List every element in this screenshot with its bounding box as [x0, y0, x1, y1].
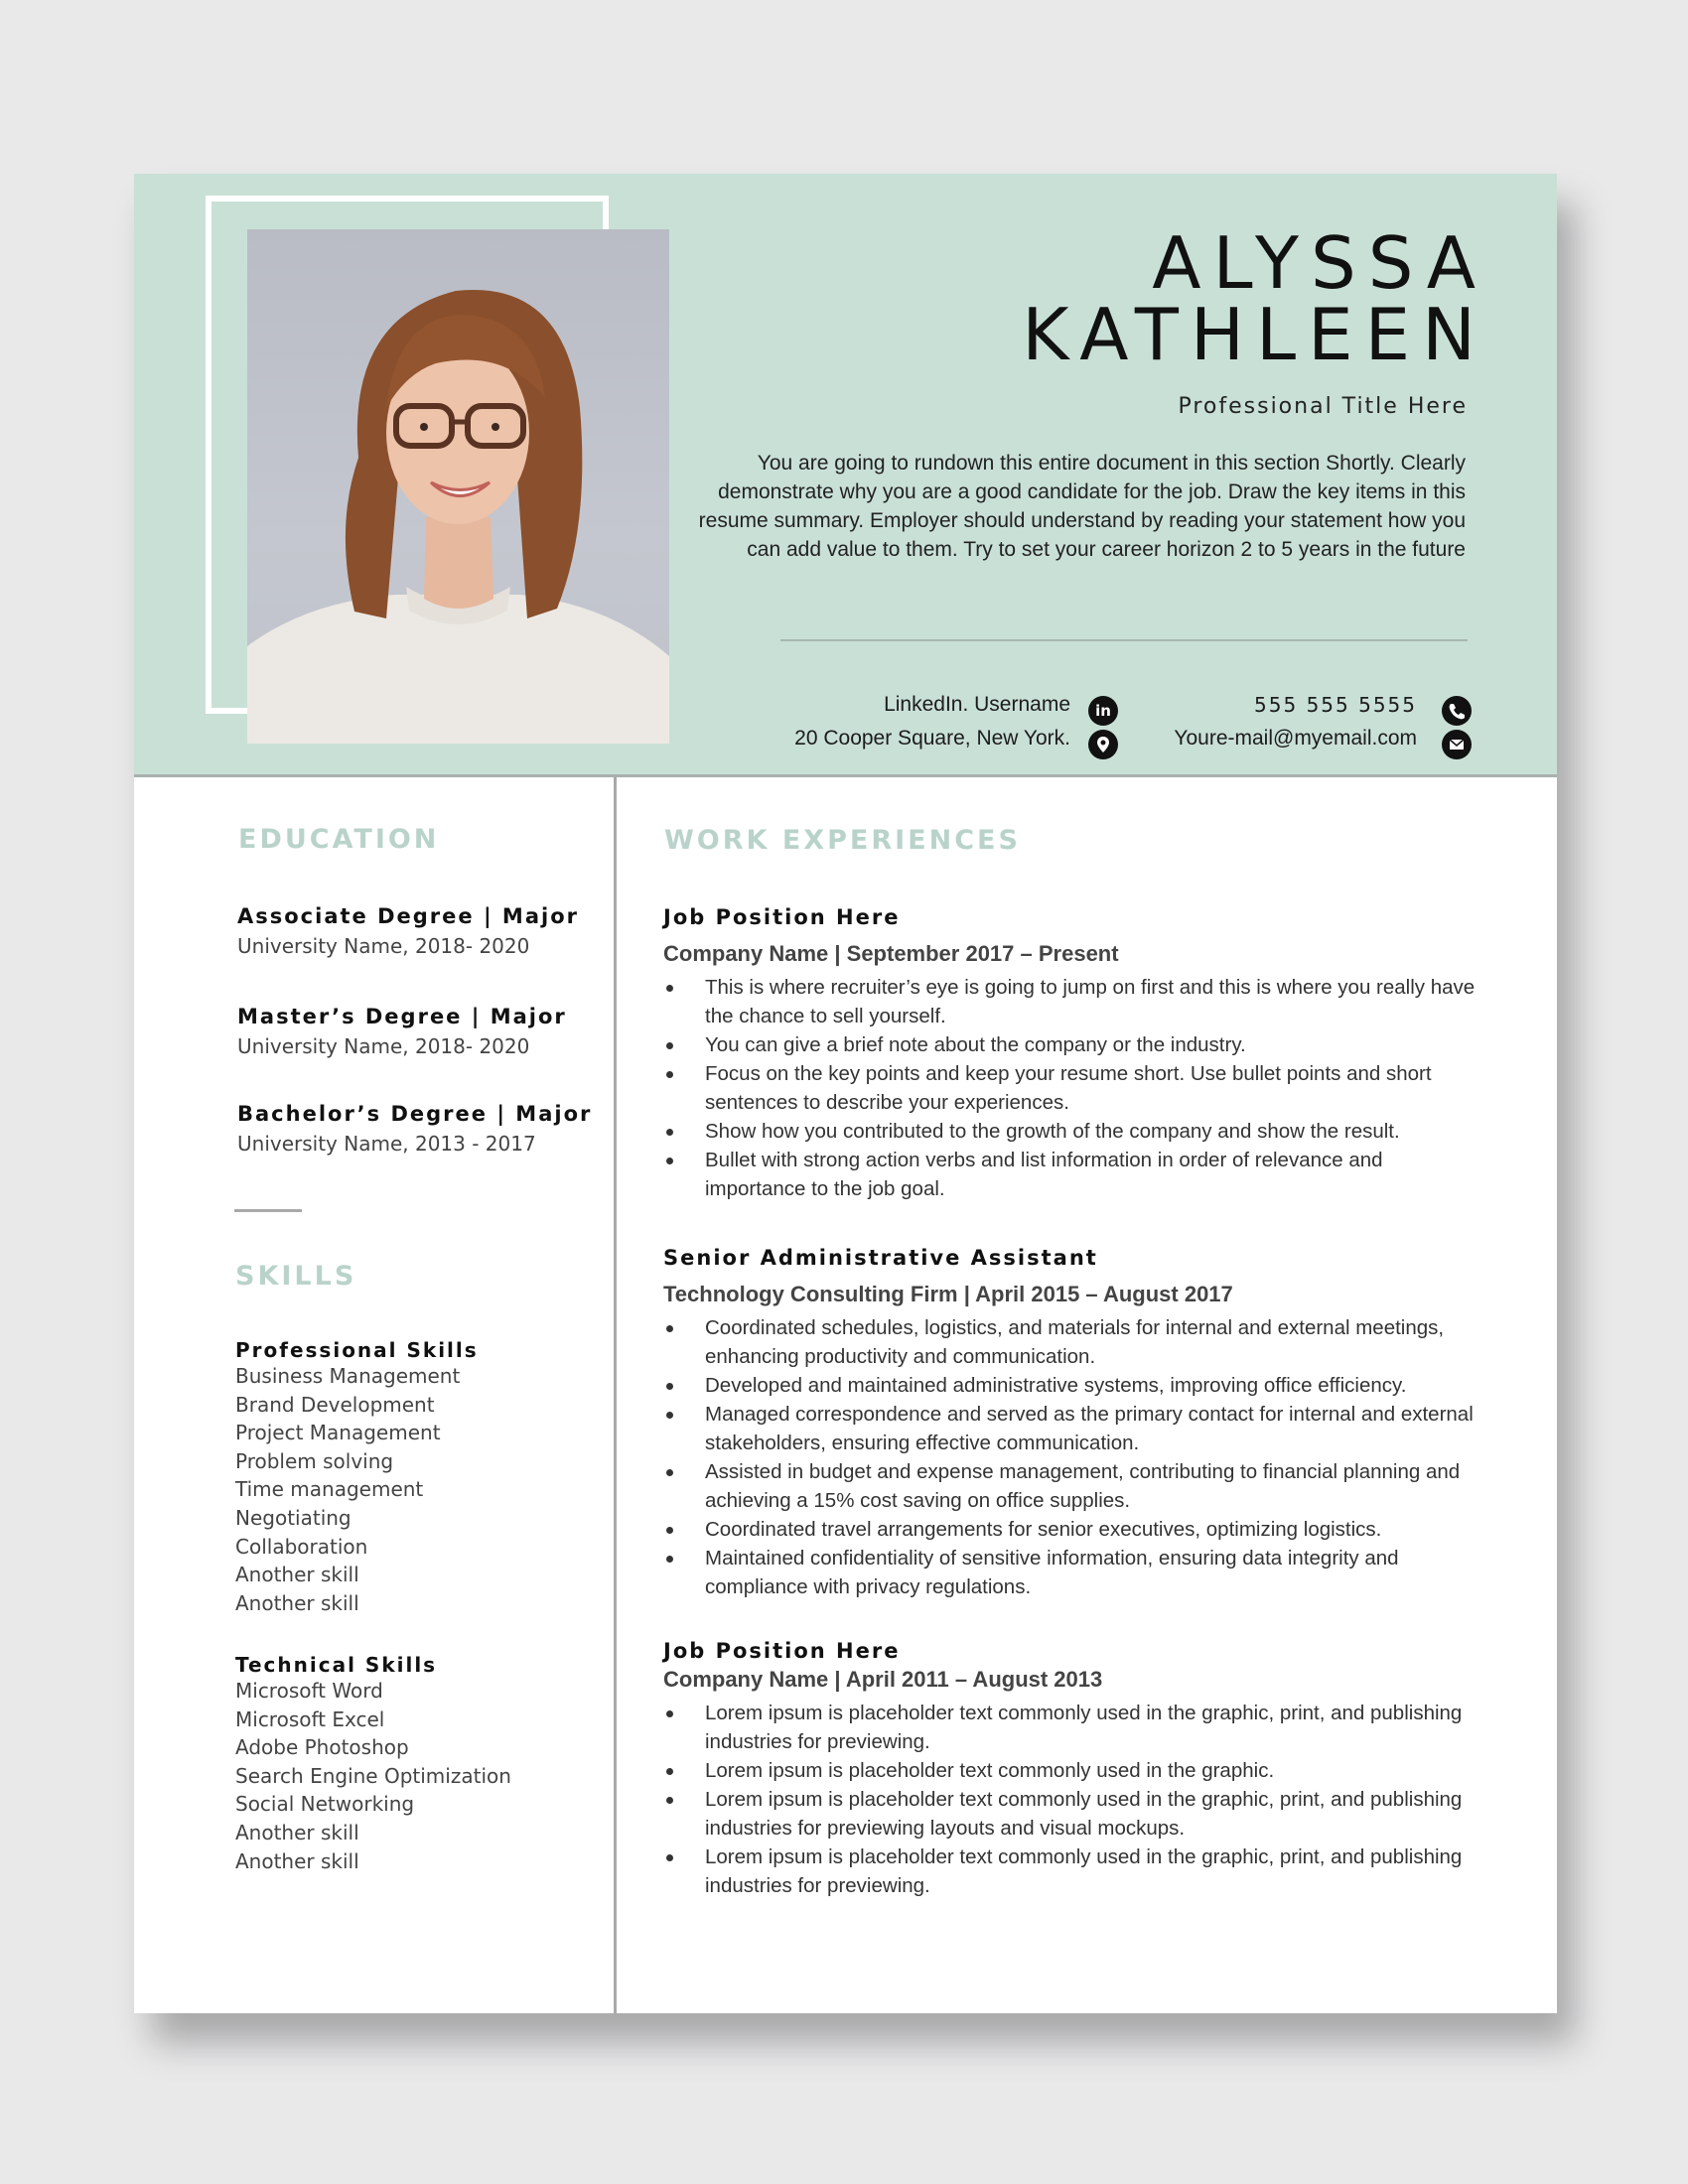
degree-title: Master’s Degree | Major [237, 1005, 567, 1028]
professional-skills-label: Professional Skills [235, 1338, 479, 1362]
professional-title: Professional Title Here [1178, 394, 1468, 419]
technical-skills-list [235, 1677, 511, 1875]
portrait-illustration [247, 229, 669, 744]
skill-item: Microsoft Word [235, 1679, 383, 1703]
bullet-item: Lorem ipsum is placeholder text commonly used in the graphic, print, and publishing industries for previewing. [663, 1699, 1487, 1756]
header-panel [134, 174, 1557, 774]
job-title: Job Position Here [663, 1639, 901, 1663]
bullet-item: Developed and maintained administrative systems, improving office efficiency. [663, 1371, 1487, 1400]
section-rule [234, 1209, 302, 1212]
bullet-item: Managed correspondence and served as the primary contact for internal and external stakeholders, ensuring effective communication. [663, 1400, 1487, 1457]
skills-heading: SKILLS [235, 1261, 357, 1292]
skill-item: Adobe Photoshop [235, 1735, 409, 1760]
bullet-item: Lorem ipsum is placeholder text commonly used in the graphic, print, and publishing industries for previewing. [663, 1843, 1487, 1900]
education-item [237, 904, 579, 958]
skill-item: Business Management [235, 1364, 461, 1388]
email-text[interactable]: Youre-mail@myemail.com [1174, 727, 1417, 750]
bullet-item: Coordinated schedules, logistics, and materials for internal and external meetings, enhancing productivity and communication. [663, 1313, 1487, 1371]
linkedin-text[interactable]: LinkedIn. Username [884, 693, 1070, 716]
degree-title: Bachelor’s Degree | Major [237, 1102, 593, 1126]
job-bullets [663, 1699, 1487, 1900]
linkedin-icon[interactable]: in [1088, 696, 1118, 726]
bullet-item: Focus on the key points and keep your resume short. Use bullet points and short sentences to describe your experiences. [663, 1059, 1487, 1117]
bullet-item: Maintained confidentiality of sensitive information, ensuring data integrity and compliance with privacy regulations. [663, 1544, 1487, 1601]
location-icon [1088, 730, 1118, 759]
skill-item: Brand Development [235, 1392, 435, 1417]
professional-skills-list [235, 1362, 479, 1617]
bullet-item: Lorem ipsum is placeholder text commonly used in the graphic. [663, 1756, 1487, 1785]
skill-item: Social Networking [235, 1792, 415, 1817]
email-icon[interactable] [1442, 730, 1472, 759]
skill-item: Another skill [235, 1820, 359, 1844]
work-heading: WORK EXPERIENCES [664, 825, 1021, 856]
skill-item: Another skill [235, 1590, 359, 1615]
header-divider [134, 774, 1557, 777]
school-info: University Name, 2018- 2020 [237, 1034, 530, 1058]
skill-item: Negotiating [235, 1505, 352, 1530]
skill-item: Another skill [235, 1563, 359, 1587]
resume-page [134, 174, 1557, 2013]
job-entry [663, 1639, 1487, 1900]
phone-text[interactable]: 555 555 5555 [1254, 693, 1417, 717]
school-info: University Name, 2013 - 2017 [237, 1132, 536, 1156]
education-heading: EDUCATION [238, 824, 440, 855]
skill-item: Time management [235, 1477, 424, 1502]
technical-skills [235, 1653, 511, 1875]
job-title: Job Position Here [663, 905, 901, 929]
last-name: KATHLEEN [1022, 293, 1487, 376]
company-line: Technology Consulting Firm | April 2015 – August 2017 [663, 1282, 1233, 1306]
skill-item: Project Management [235, 1421, 441, 1445]
profile-photo [247, 229, 669, 744]
job-bullets [663, 973, 1487, 1203]
job-title: Senior Administrative Assistant [663, 1246, 1098, 1270]
degree-title: Associate Degree | Major [237, 904, 579, 928]
job-entry [663, 1246, 1487, 1601]
job-bullets [663, 1313, 1487, 1601]
company-line: Company Name | April 2011 – August 2013 [663, 1667, 1103, 1692]
first-name: ALYSSA [1152, 221, 1487, 305]
bullet-item: Bullet with strong action verbs and list information in order of relevance and importance to the job goal. [663, 1146, 1487, 1203]
company-line: Company Name | September 2017 – Present [663, 941, 1119, 966]
job-entry [663, 905, 1487, 1203]
bullet-item: Show how you contributed to the growth of the company and show the result. [663, 1117, 1487, 1146]
skill-item: Microsoft Excel [235, 1706, 385, 1731]
summary-text: You are going to rundown this entire document in this section Shortly. Clearly demonstrate why you are a good candidate for the job. Draw the key items in this resume summary. Employer should understand by reading your statement how you can add value to them. Try to set your career horizon 2 to 5 years in the future [698, 452, 1466, 561]
skill-item: Search Engine Optimization [235, 1763, 511, 1788]
summary-divider [780, 639, 1468, 641]
bullet-item: Coordinated travel arrangements for senior executives, optimizing logistics. [663, 1515, 1487, 1544]
school-info: University Name, 2018- 2020 [237, 934, 530, 958]
column-divider [614, 777, 617, 2013]
bullet-item: This is where recruiter’s eye is going to jump on first and this is where you really have the chance to sell yourself. [663, 973, 1487, 1030]
bullet-item: Lorem ipsum is placeholder text commonly used in the graphic, print, and publishing industries for previewing layouts and visual mockups. [663, 1785, 1487, 1843]
phone-icon[interactable] [1442, 696, 1472, 726]
education-item [237, 1102, 592, 1156]
technical-skills-label: Technical Skills [235, 1653, 438, 1677]
skill-item: Collaboration [235, 1534, 368, 1559]
skill-item: Another skill [235, 1848, 359, 1873]
education-item [237, 1005, 567, 1058]
skill-item: Problem solving [235, 1448, 394, 1473]
address-text: 20 Cooper Square, New York. [794, 727, 1070, 750]
professional-skills [235, 1338, 479, 1617]
bullet-item: You can give a brief note about the company or the industry. [663, 1030, 1487, 1059]
candidate-name [1022, 221, 1487, 376]
bullet-item: Assisted in budget and expense management, contributing to financial planning and achieving a 15% cost saving on office supplies. [663, 1457, 1487, 1515]
